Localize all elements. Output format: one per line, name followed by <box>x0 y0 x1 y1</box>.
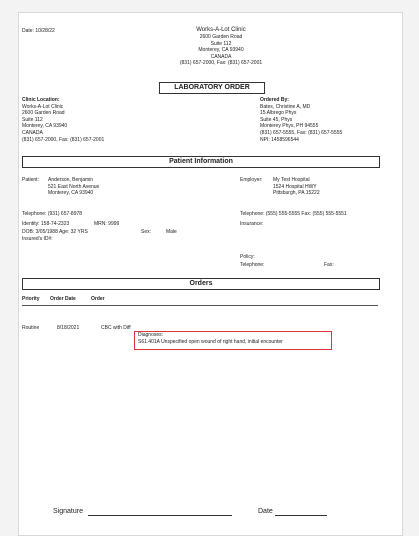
clinic-location-line: Suite 112 <box>22 116 43 123</box>
signature-line <box>88 515 232 516</box>
ordered-by-line: 15 Albrego Phys <box>260 110 297 117</box>
patient-mrn: MRN: 9999 <box>94 221 120 227</box>
clinic-location-line: 2600 Garden Road <box>22 110 65 117</box>
fax-label: Fax: <box>324 262 334 268</box>
ordered-by-line: (831) 657-5555, Fax: (831) 657-5555 <box>260 129 343 136</box>
ordered-by-label: Ordered By: <box>260 97 289 103</box>
patient-identity: Identity: 158-74-2323 <box>22 221 70 227</box>
patient-sex-label: Sex: <box>141 229 152 235</box>
patient-address <box>48 177 99 197</box>
orders-rule <box>22 305 378 306</box>
clinic-address1: 2600 Garden Road <box>199 34 243 40</box>
diagnosis-text: S61.401A Unspecified open wound of right hand, initial encounter <box>138 339 283 345</box>
employer-street: 1524 Hospital HWY <box>273 183 317 190</box>
print-date: Date: 10/28/22 <box>22 28 55 34</box>
diagnoses-label: Diagnoses: <box>138 332 164 338</box>
insurance-label: Insurance: <box>240 221 264 227</box>
policy-label: Policy: <box>240 254 255 260</box>
order-name: CBC with Diff <box>101 325 131 331</box>
insured-id-label: Insured's ID#: <box>22 236 53 242</box>
col-priority: Priority <box>22 296 40 302</box>
patient-name: Anderson, Benjamin <box>48 177 94 183</box>
clinic-location-line: (831) 657-2000, Fax: (831) 657-2001 <box>22 136 105 143</box>
page-title: LABORATORY ORDER <box>159 82 265 94</box>
col-order: Order <box>91 296 105 302</box>
clinic-location-label: Clinic Location: <box>22 97 60 103</box>
patient-info-header: Patient Information <box>22 156 380 168</box>
clinic-location-line: Monterey, CA 93940 <box>22 123 68 130</box>
clinic-address2: Suite 112 <box>210 40 232 47</box>
patient-sex-value: Male <box>166 229 177 235</box>
date-line <box>275 515 327 516</box>
clinic-country: CANADA <box>210 53 232 60</box>
clinic-location <box>22 97 104 143</box>
clinic-name: Works-A-Lot Clinic <box>196 27 246 33</box>
order-date: 8/18/2021 <box>57 325 80 331</box>
orders-header: Orders <box>22 278 380 290</box>
clinic-city: Monterey, CA 93940 <box>198 47 244 54</box>
patient-street: 521 East North Avenue <box>48 183 100 190</box>
employer-address <box>273 177 320 197</box>
employer-name: My Test Hospital <box>273 177 310 183</box>
employer-city: Pittsburgh, PA 15222 <box>273 190 320 197</box>
col-order-date: Order Date <box>50 296 76 302</box>
patient-telephone: Telephone: (931) 657-8978 <box>22 211 83 217</box>
order-priority: Routine <box>22 325 40 331</box>
lab-order-page <box>18 12 403 536</box>
ordered-by-line: Monterey Phys, PH 94555 <box>260 123 319 130</box>
clinic-phone-fax: (831) 657-2000, Fax: (831) 657-2001 <box>179 60 263 67</box>
patient-city: Monterey, CA 93940 <box>48 190 94 197</box>
clinic-location-line: Works-A-Lot Clinic <box>22 103 64 110</box>
date-label: Date <box>258 508 273 515</box>
signature-label: Signature <box>53 508 83 515</box>
patient-dob: DOB: 3/05/1988 Age: 32 YRS <box>22 229 88 235</box>
telephone2-label: Telephone: <box>240 262 265 268</box>
employer-label: Employer: <box>240 177 263 183</box>
clinic-header <box>141 27 301 67</box>
patient-label: Patient: <box>22 177 39 183</box>
ordered-by-line: Suite 45, Phys <box>260 116 293 123</box>
ordered-by-line: Bates, Christine A, MD <box>260 103 311 110</box>
ordered-by-line: NPI: 1458596544 <box>260 136 299 143</box>
clinic-location-line: CANADA <box>22 129 43 136</box>
ordered-by <box>260 97 342 143</box>
employer-telephone: Telephone: (555) 555-5555 Fax: (555) 555-5551 <box>240 211 347 217</box>
